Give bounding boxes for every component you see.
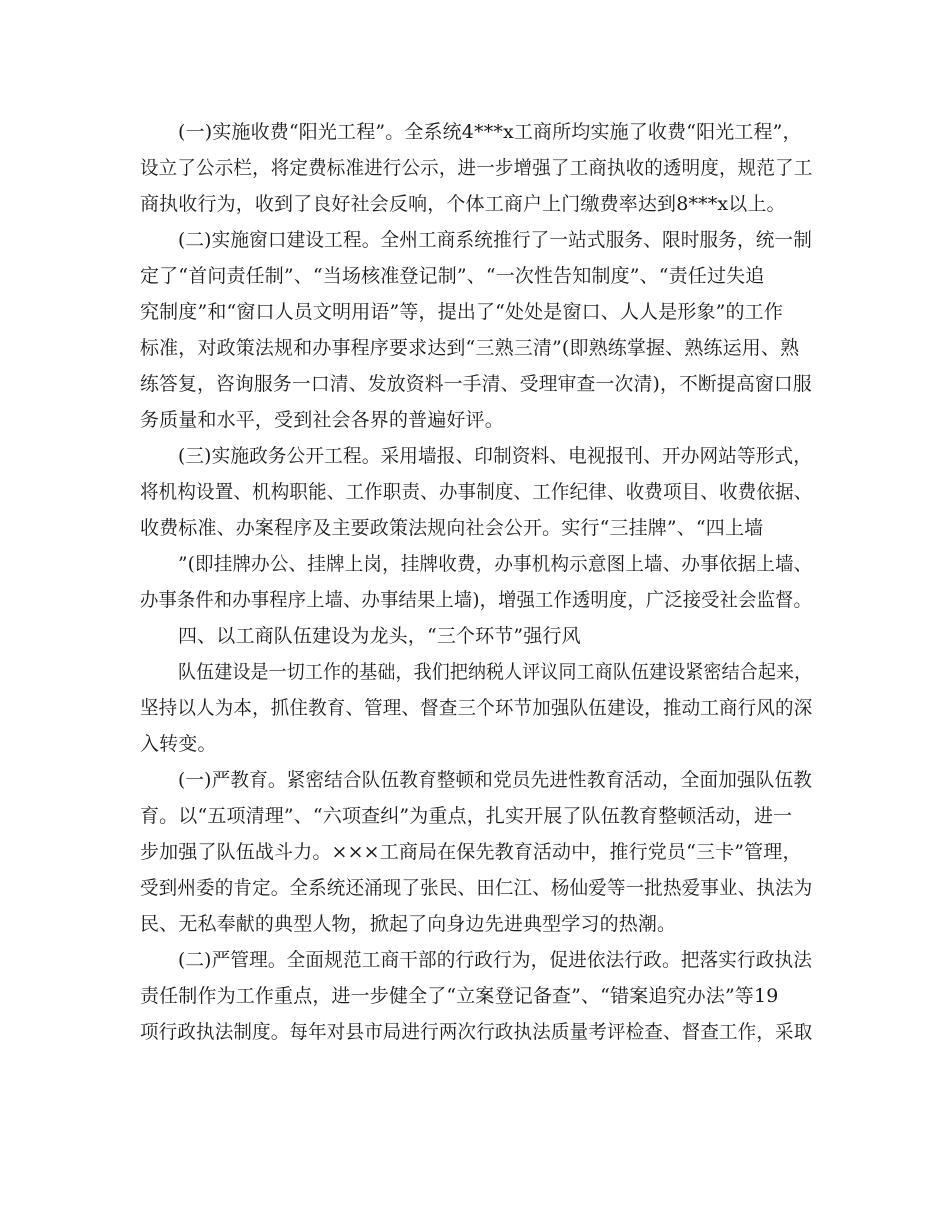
text-line: 入转变。 <box>140 733 217 755</box>
text-line: (一)实施收费“阳光工程”。全系统4***x工商所均实施了收费“阳光工程”， <box>178 121 802 143</box>
text-line: 设立了公示栏，将定费标准进行公示，进一步增强了工商执收的透明度，规范了工 <box>140 157 813 179</box>
text-line: 坚持以人为本，抓住教育、管理、督查三个环节加强队伍建设，推动工商行风的深 <box>140 697 813 719</box>
text-line: 标准，对政策法规和办事程序要求达到“三熟三清”(即熟练掌握、熟练运用、熟 <box>140 337 800 359</box>
text-line: 队伍建设是一切工作的基础，我们把纳税人评议同工商队伍建设紧密结合起来， <box>178 661 813 683</box>
text-line: 收费标准、办案程序及主要政策法规向社会公开。实行“三挂牌”、“四上墙 <box>140 517 764 539</box>
text-line: 将机构设置、机构职能、工作职责、办事制度、工作纪律、收费项目、收费依据、 <box>140 481 813 503</box>
text-line: 步加强了队伍战斗力。×××工商局在保先教育活动中，推行党员“三卡”管理， <box>140 841 802 863</box>
text-line: 定了“首问责任制”、“当场核准登记制”、“一次性告知制度”、“责任过失追 <box>140 265 765 287</box>
text-line: (三)实施政务公开工程。采用墙报、印制资料、电视报刊、开办网站等形式， <box>178 445 813 467</box>
text-line: (二)严管理。全面规范工商干部的行政行为，促进依法行政。把落实行政执法 <box>178 949 813 971</box>
text-line: (一)严教育。紧密结合队伍教育整顿和党员先进性教育活动，全面加强队伍教 <box>178 769 813 791</box>
text-line: 受到州委的肯定。全系统还涌现了张民、田仁江、杨仙爱等一批热爱事业、执法为 <box>140 877 813 899</box>
text-line: 项行政执法制度。每年对县市局进行两次行政执法质量考评检查、督查工作，采取 <box>140 1021 813 1043</box>
text-line: 究制度”和“窗口人员文明用语”等，提出了“处处是窗口、人人是形象”的工作 <box>140 301 783 323</box>
text-line: 责任制作为工作重点，进一步健全了“立案登记备查”、“错案追究办法”等19 <box>140 985 779 1007</box>
text-line: 练答复，咨询服务一口清、发放资料一手清、受理审查一次清)，不断提高窗口服 <box>140 373 812 395</box>
text-line: ”(即挂牌办公、挂牌上岗，挂牌收费，办事机构示意图上墙、办事依据上墙、 <box>178 553 813 575</box>
text-line: 育。以“五项清理”、“六项查纠”为重点，扎实开展了队伍教育整顿活动，进一 <box>140 805 793 827</box>
section-heading: 四、以工商队伍建设为龙头，“三个环节”强行风 <box>178 625 581 647</box>
text-line: 民、无私奉献的典型人物，掀起了向身边先进典型学习的热潮。 <box>140 913 677 935</box>
text-line: (二)实施窗口建设工程。全州工商系统推行了一站式服务、限时服务，统一制 <box>178 229 813 251</box>
text-line: 务质量和水平，受到社会各界的普遍好评。 <box>140 409 504 431</box>
text-line: 商执收行为，收到了良好社会反响，个体工商户上门缴费率达到8***x以上。 <box>140 193 786 215</box>
text-line: 办事条件和办事程序上墙、办事结果上墙)，增强工作透明度，广泛接受社会监督。 <box>140 589 812 611</box>
